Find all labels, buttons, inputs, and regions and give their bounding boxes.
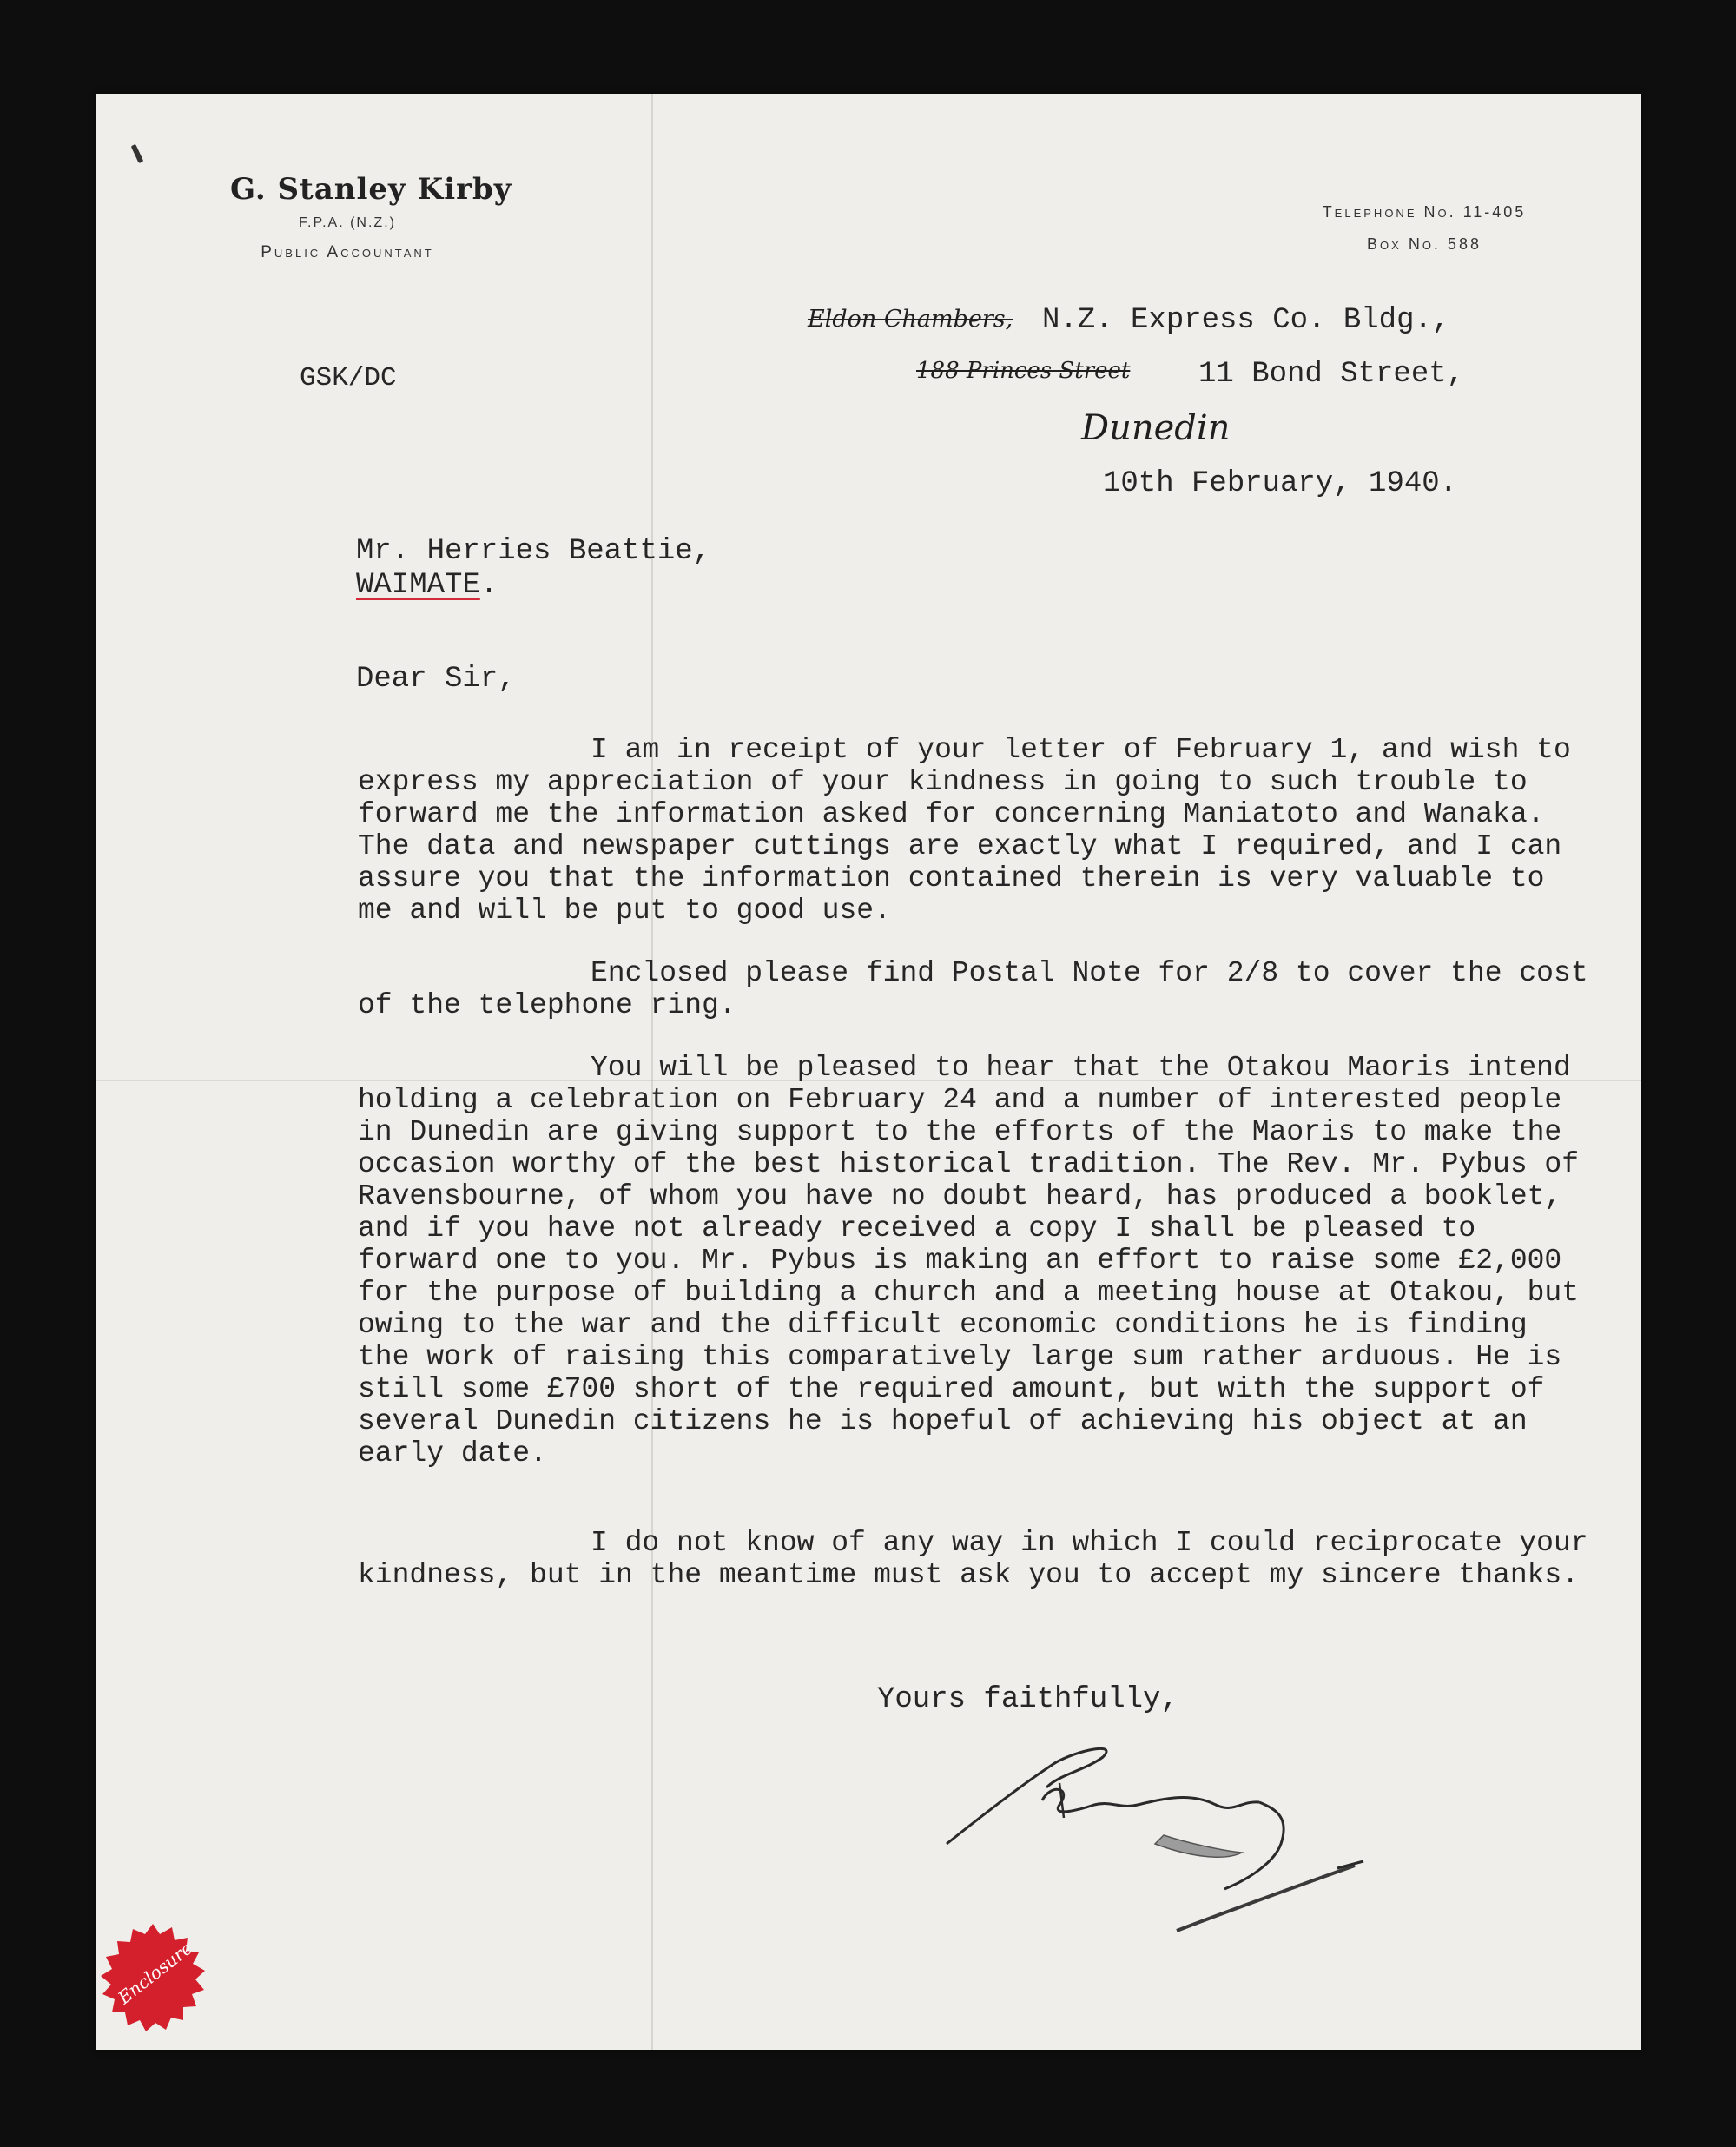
signature-image [929,1722,1372,1948]
salutation: Dear Sir, [356,663,516,696]
recipient-town-period: . [479,569,498,602]
paragraph-text: Enclosed please find Postal Note for 2/8 to cover the cost of the telephone ring. [358,957,1588,1021]
address-city: Dunedin [1081,408,1231,448]
paragraph-text: You will be pleased to hear that the Otakou Maoris intend holding a celebration on February 24 and a number of interested people in Dunedin are giving support to the efforts of the Maoris to make the occasion worthy of the best historical tradition. The Rev. Mr. Pybus of Ravensbourne, of whom you have no doubt heard, has produced a booklet, and if you have not already received a copy I shall be pleased to forward one to you. Mr. Pybus is making an effort to raise some £2,000 for the purpose of building a church and a meeting house at Otakou, but owing to the war and the difficult economic conditions he is finding the work of raising this comparatively large sum rather arduous. He is still some £700 short of the required amount, but with the support of several Dunedin citizens he is hopeful of achieving his object at an early date. [358,1052,1580,1470]
recipient-name: Mr. Herries Beattie, [356,535,711,568]
enclosure-seal-label: Enclosure [114,1937,197,2009]
letterhead-qualification: F.P.A. (N.Z.) [299,215,396,230]
body-paragraph-4 [358,1527,1591,1591]
address-line1: N.Z. Express Co. Bldg., [1042,304,1450,337]
body-paragraph-3 [358,1052,1591,1470]
body-paragraph-2 [358,957,1591,1021]
recipient-town: WAIMATE [356,569,480,602]
pin-mark [131,144,144,163]
closing: Yours faithfully, [877,1683,1178,1716]
reference-code: GSK/DC [300,363,397,393]
address-line2: 11 Bond Street, [1198,358,1465,391]
letterhead-name: G. Stanley Kirby [230,172,512,207]
address-line2-struck: 188 Princes Street [916,358,1131,384]
recipient-town-line [356,569,498,602]
letterhead-box: Box No. 588 [1367,235,1482,253]
letter-date: 10th February, 1940. [1103,467,1458,500]
body-paragraph-1 [358,734,1591,927]
letterhead-telephone: Telephone No. 11-405 [1322,203,1527,221]
letter-page [96,94,1641,2050]
paragraph-text: I do not know of any way in which I could reciprocate your kindness, but in the meantime must ask you to accept my sincere thanks. [358,1527,1588,1591]
paragraph-text: I am in receipt of your letter of February 1, and wish to express my appreciation of your kindness in going to such trouble to forward me the information asked for concerning Maniatoto and Wanaka. The data and newspaper cuttings are exactly what I required, and I can assure you that the information contained therein is very valuable to me and will be put to good use. [358,734,1571,927]
letterhead-title: Public Accountant [261,243,434,261]
address-line1-struck: Eldon Chambers, [808,306,1013,333]
